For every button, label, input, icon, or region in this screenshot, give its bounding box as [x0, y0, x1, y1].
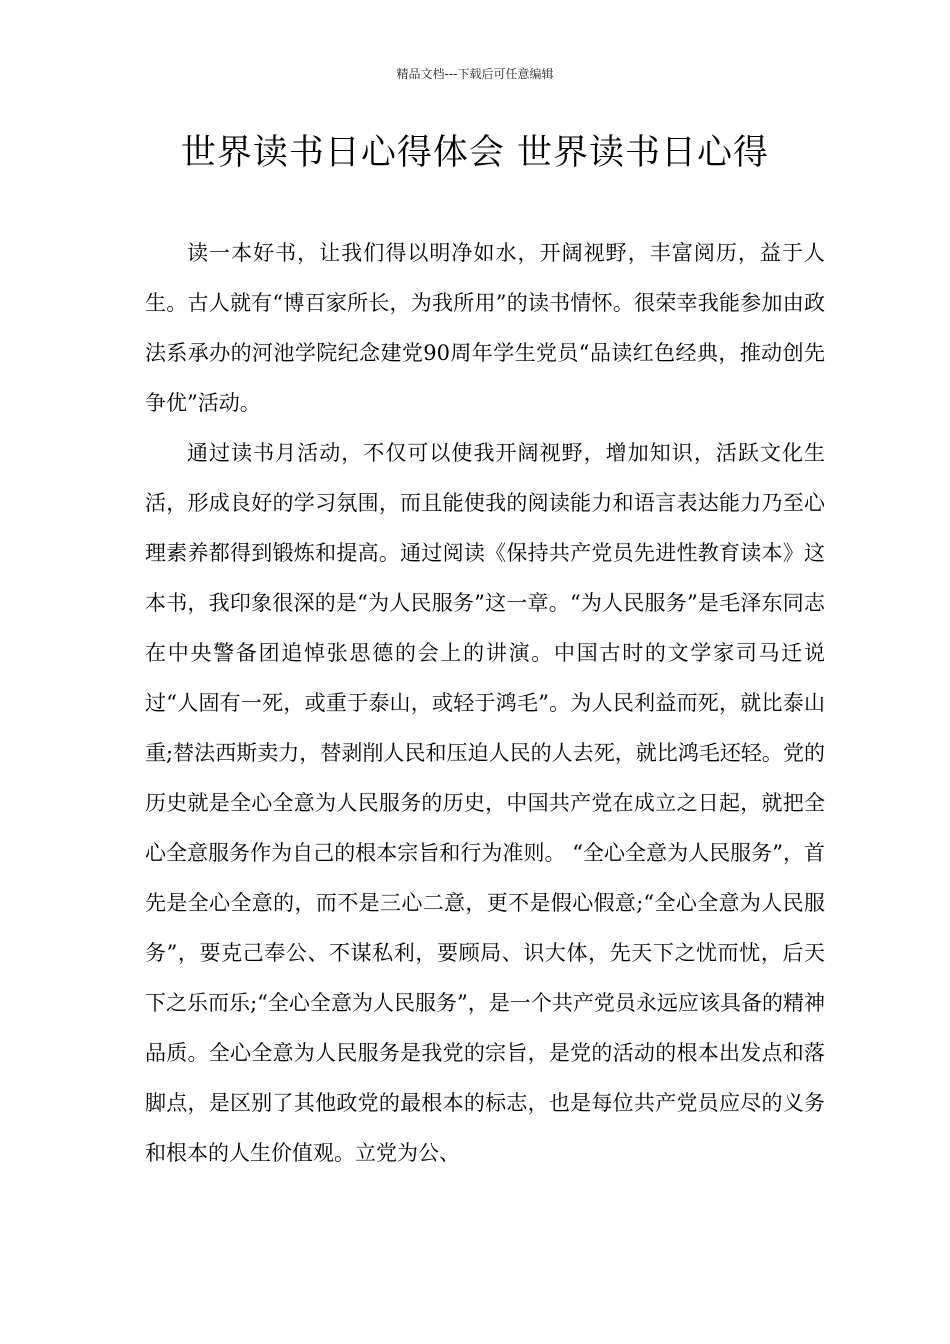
- document-body: [145, 228, 825, 1178]
- paragraph-2: 通过读书月活动，不仅可以使我开阔视野，增加知识，活跃文化生活，形成良好的学习氛围，而且能使我的阅读能力和语言表达能力乃至心理素养都得到锻炼和提高。通过阅读《保持共产党员先进性教育读本》这本书，我印象很深的是“为人民服务”这一章。“为人民服务”是毛泽东同志在中央警备团追悼张思德的会上的讲演。中国古时的文学家司马迁说过“人固有一死，或重于泰山，或轻于鸿毛”。为人民利益而死，就比泰山重;替法西斯卖力，替剥削人民和压迫人民的人去死，就比鸿毛还轻。党的历史就是全心全意为人民服务的历史，中国共产党在成立之日起，就把全心全意服务作为自己的根本宗旨和行为准则。 “全心全意为人民服务”，首先是全心全意的，而不是三心二意，更不是假心假意;“全心全意为人民服务”，要克己奉公、不谋私利，要顾局、识大体，先天下之忧而忧，后天下之乐而乐;“全心全意为人民服务”，是一个共产党员永远应该具备的精神品质。全心全意为人民服务是我党的宗旨，是党的活动的根本出发点和落脚点，是区别了其他政党的最根本的标志，也是每位共产党员应尽的义务和根本的人生价值观。立党为公、: [145, 441, 825, 1165]
- document-title: 世界读书日心得体会 世界读书日心得: [180, 133, 770, 173]
- paragraph-1: 读一本好书，让我们得以明净如水，开阔视野，丰富阅历，益于人生。古人就有“博百家所长，为我所用”的读书情怀。很荣幸我能参加由政法系承办的河池学院纪念建党90周年学生党员“品读红色经典，推动创先争优”活动。: [145, 241, 825, 415]
- page-header-note: 精品文档---下载后可任意编辑: [396, 67, 554, 81]
